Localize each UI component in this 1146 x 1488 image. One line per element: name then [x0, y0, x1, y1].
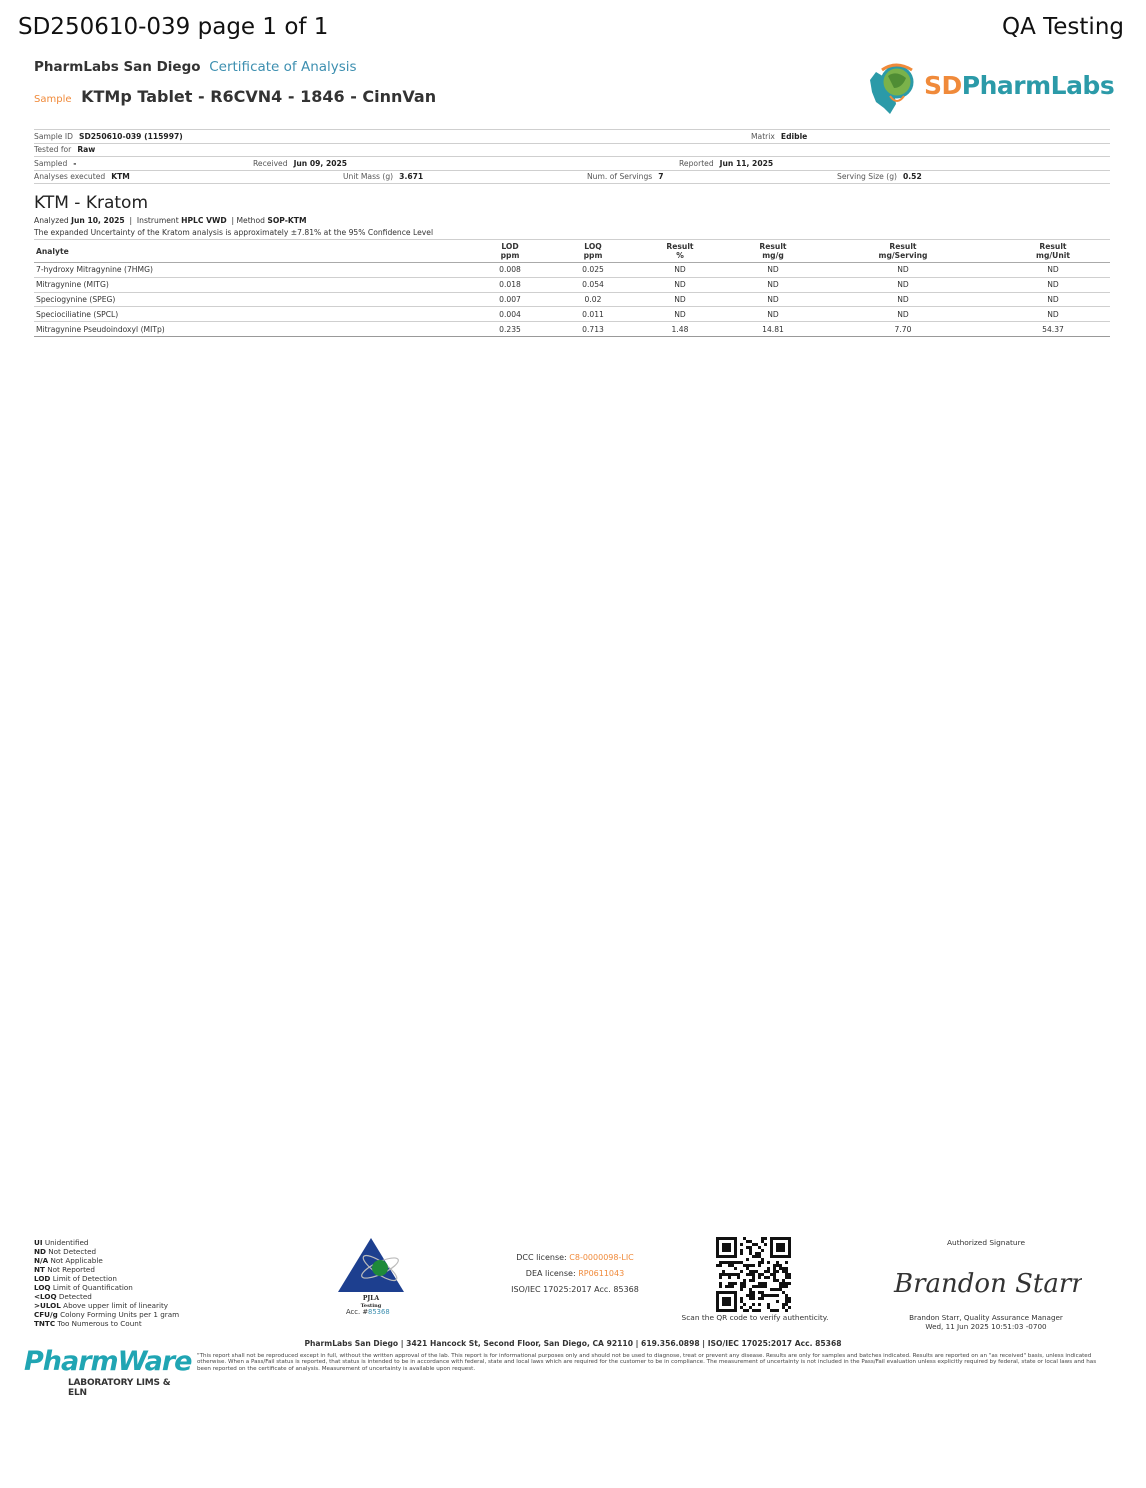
- result-cell: ND: [624, 292, 736, 307]
- pjla-accreditation: Acc. #85368: [346, 1308, 390, 1316]
- result-cell: ND: [810, 292, 996, 307]
- table-row: [34, 322, 1110, 337]
- coa-label: Certificate of Analysis: [209, 59, 357, 75]
- result-cell: ND: [736, 292, 810, 307]
- reported-date: Jun 11, 2025: [719, 158, 774, 168]
- unit-mass: 3.671: [399, 172, 424, 181]
- analyses-executed: KTM: [111, 172, 130, 181]
- logo-wordmark: SDPharmLabs: [924, 71, 1115, 100]
- signatory-name: Brandon Starr, Quality Assurance Manager: [909, 1313, 1063, 1322]
- lab-address: PharmLabs San Diego | 3421 Hancock St, Second Floor, San Diego, CA 92110 | 619.356.0898 | ISO/IEC 17025:2017 Acc. 85368: [304, 1339, 842, 1348]
- column-header: LOQ ppm: [562, 240, 624, 263]
- result-cell: 0.02: [562, 292, 624, 307]
- pharmware-logo: [24, 1346, 192, 1398]
- tested-for: Raw: [77, 145, 96, 154]
- sample-name: KTMp Tablet - R6CVN4 - 1846 - CinnVan: [81, 87, 437, 106]
- result-cell: ND: [624, 307, 736, 322]
- analyte-name: 7-hydroxy Mitragynine (7HMG): [34, 263, 458, 278]
- sample-id: SD250610-039 (115997): [78, 131, 183, 141]
- result-cell: 54.37: [996, 322, 1110, 337]
- result-cell: 0.713: [562, 322, 624, 337]
- result-cell: ND: [736, 277, 810, 292]
- result-cell: 0.008: [458, 263, 562, 278]
- received-date: Jun 09, 2025: [293, 158, 348, 168]
- qr-code-icon: [716, 1237, 791, 1312]
- result-cell: 7.70: [810, 322, 996, 337]
- result-cell: ND: [810, 277, 996, 292]
- column-header: Result %: [624, 240, 736, 263]
- info-row: Sample ID SD250610-039 (115997) Matrix Edible: [34, 129, 1110, 143]
- result-cell: ND: [996, 277, 1110, 292]
- legend-item: <LOQ Detected: [34, 1292, 92, 1301]
- method: SOP-KTM: [267, 216, 307, 225]
- result-cell: ND: [624, 277, 736, 292]
- svg-text:Testing: Testing: [360, 1303, 382, 1309]
- legend-item: LOQ Limit of Quantification: [34, 1283, 133, 1292]
- disclaimer: "This report shall not be reproduced except in full, without the written approval of the lab. This report is for informational purposes only and should not be used to diagnose, treat or prevent any disease. Results are only for samples and batches indicated. Results are reported on an "as received" basis, unless indicated otherwise. When a Pass/Fail status is reported, that status is intended to be in accordance with federal, state and local laws which are required for the customer to be in compliance. The measurement of uncertainty is not included in the Pass/Fail evaluation unless explicitly required by federal, state or local laws and has been reported on the certificate of analysis. Measurement of uncertainty is available upon request.: [197, 1353, 1097, 1372]
- legend-item: LOD Limit of Detection: [34, 1274, 117, 1283]
- column-header: Result mg/g: [736, 240, 810, 263]
- result-cell: 0.007: [458, 292, 562, 307]
- result-cell: 0.018: [458, 277, 562, 292]
- svg-text:Brandon Starr: Brandon Starr: [894, 1269, 1082, 1299]
- result-cell: ND: [736, 307, 810, 322]
- info-row: Sampled - Received Jun 09, 2025 Reported Jun 11, 2025: [34, 156, 1110, 170]
- result-cell: 0.004: [458, 307, 562, 322]
- result-cell: 14.81: [736, 322, 810, 337]
- matrix: Edible: [780, 131, 808, 141]
- result-cell: ND: [996, 263, 1110, 278]
- analyte-name: Speciogynine (SPEG): [34, 292, 458, 307]
- pharmware-wordmark: PharmWare: [24, 1346, 192, 1377]
- lab-header: [34, 59, 357, 75]
- result-cell: ND: [810, 307, 996, 322]
- column-header: Result mg/Unit: [996, 240, 1110, 263]
- info-row: Tested for Raw: [34, 143, 1110, 157]
- pjla-accreditation-icon: [336, 1236, 406, 1310]
- license-block: DCC license: C8-0000098-LIC DEA license: RP0611043 ISO/IEC 17025:2017 Acc. 85368: [490, 1250, 660, 1298]
- analyte-name: Speciociliatine (SPCL): [34, 307, 458, 322]
- legend-item: N/A Not Applicable: [34, 1256, 103, 1265]
- qr-caption: Scan the QR code to verify authenticity.: [681, 1313, 829, 1322]
- result-cell: 0.054: [562, 277, 624, 292]
- result-cell: 1.48: [624, 322, 736, 337]
- info-row: Analyses executed KTM Unit Mass (g) 3.671 Num. of Servings 7 Serving Size (g) 0.52: [34, 170, 1110, 185]
- table-body: [34, 263, 1110, 337]
- signature-image: [892, 1262, 1082, 1304]
- globe-logo-icon: [866, 58, 926, 120]
- sample-info-block: [34, 129, 1110, 184]
- dea-license: RP0611043: [578, 1269, 625, 1278]
- svg-text:PJLA: PJLA: [362, 1295, 380, 1302]
- pharmware-tagline: LABORATORY LIMS & ELN: [68, 1378, 171, 1398]
- legend-item: ND Not Detected: [34, 1247, 97, 1256]
- legend-item: UI Unidentified: [34, 1238, 89, 1247]
- result-cell: ND: [996, 292, 1110, 307]
- sampled: -: [73, 158, 77, 168]
- table-row: [34, 277, 1110, 292]
- sample-header: [34, 87, 436, 106]
- legend-item: NT Not Reported: [34, 1265, 95, 1274]
- uncertainty-note: The expanded Uncertainty of the Kratom analysis is approximately ±7.81% at the 95% Confidence Level: [34, 228, 434, 237]
- column-header: LOD ppm: [458, 240, 562, 263]
- section-title: KTM - Kratom: [34, 193, 149, 213]
- instrument: HPLC VWD: [181, 216, 227, 225]
- analyzed-date: Jun 10, 2025: [71, 216, 125, 225]
- column-header: Result mg/Serving: [810, 240, 996, 263]
- analysis-meta: Analyzed Jun 10, 2025 | Instrument HPLC VWD | Method SOP-KTM: [34, 216, 307, 225]
- analyte-name: Mitragynine Pseudoindoxyl (MITp): [34, 322, 458, 337]
- table-row: [34, 292, 1110, 307]
- pjla-acc-number: 85368: [368, 1308, 390, 1316]
- legend-item: CFU/g Colony Forming Units per 1 gram: [34, 1310, 180, 1319]
- dcc-license: C8-0000098-LIC: [569, 1253, 634, 1262]
- results-table: [34, 239, 1110, 337]
- abbreviation-legend: [34, 1238, 179, 1328]
- sdpharmlabs-logo: [866, 58, 1115, 120]
- handwritten-signature: [892, 1262, 1082, 1304]
- table-header-row: [34, 240, 1110, 263]
- result-cell: ND: [810, 263, 996, 278]
- result-cell: ND: [996, 307, 1110, 322]
- table-row: [34, 263, 1110, 278]
- report-id: SD250610-039 page 1 of 1: [18, 14, 329, 40]
- verification-qr-code[interactable]: [716, 1237, 791, 1312]
- signature-label: Authorized Signature: [946, 1238, 1026, 1247]
- signatory: [890, 1313, 1082, 1331]
- qa-testing-label: QA Testing: [1001, 14, 1124, 40]
- legend-item: >ULOL Above upper limit of linearity: [34, 1301, 169, 1310]
- analyte-name: Mitragynine (MITG): [34, 277, 458, 292]
- result-cell: 0.235: [458, 322, 562, 337]
- lab-name: PharmLabs San Diego: [34, 59, 201, 75]
- legend-item: TNTC Too Numerous to Count: [34, 1319, 142, 1328]
- column-header: Analyte: [34, 240, 458, 263]
- result-cell: ND: [736, 263, 810, 278]
- serving-size: 0.52: [903, 172, 922, 181]
- result-cell: 0.011: [562, 307, 624, 322]
- table-row: [34, 307, 1110, 322]
- result-cell: ND: [624, 263, 736, 278]
- num-servings: 7: [658, 172, 664, 181]
- result-cell: 0.025: [562, 263, 624, 278]
- signature-timestamp: Wed, 11 Jun 2025 10:51:03 -0700: [925, 1322, 1047, 1331]
- iso-accreditation: ISO/IEC 17025:2017 Acc. 85368: [511, 1285, 639, 1294]
- sample-tag: Sample: [34, 94, 72, 105]
